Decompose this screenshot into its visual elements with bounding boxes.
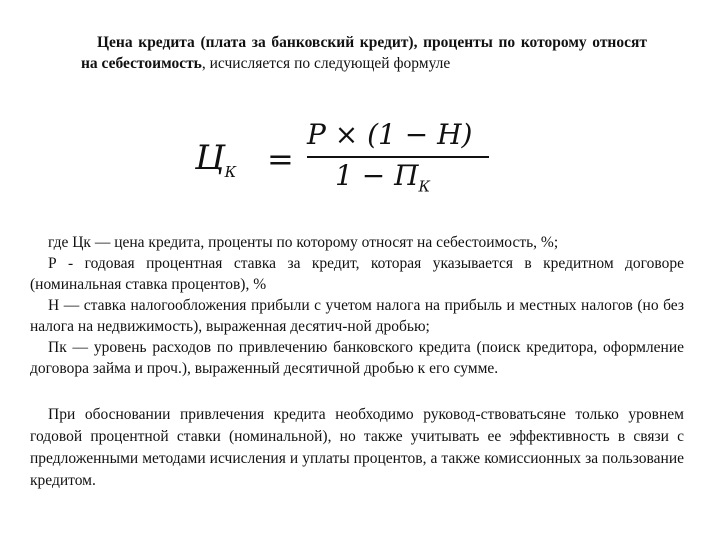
formula-numerator: Р × (1 − Н)	[307, 118, 473, 151]
variable-definitions	[30, 232, 684, 379]
intro-paragraph	[81, 32, 647, 74]
definition-p: Р - годовая процентная ставка за кредит, которая указывается в кредитном договоре (номинальная ставка процентов), %	[30, 255, 684, 293]
definition-ck: где Цк — цена кредита, проценты по которому относят на себестоимость, %;	[48, 234, 559, 251]
conclusion-text: При обосновании привлечения кредита необходимо руковод-ствоватьсяне только уровнем годовой процентной ставки (номинальной), но также учитывать ее эффективность в связи с предложенными методами исчисления и уплаты процентов, а также комиссионных за пользование кредитом.	[30, 406, 684, 489]
formula-denominator: $1 - П_К$	[335, 159, 431, 196]
definition-pk: Пк — уровень расходов по привлечению банковского кредита (поиск кредитора, оформление договора займа и проч.), выраженный десятичной дробью к его сумме.	[30, 339, 684, 377]
fraction-bar	[307, 156, 489, 158]
intro-text	[81, 32, 647, 74]
formula-den-subscript: К	[418, 177, 431, 196]
intro-bold-text: Цена кредита (плата за банковский кредит), проценты по которому относят на себестоимость	[81, 34, 647, 72]
definition-n: Н — ставка налогообложения прибыли с учетом налога на прибыль и местных налогов (но без налога на недвижимость), выраженная десятич-ной дробью;	[30, 297, 684, 335]
credit-price-formula	[195, 118, 495, 198]
formula-lhs-subscript: К	[224, 162, 237, 181]
intro-rest-text: , исчисляется по следующей формуле	[201, 55, 451, 72]
formula-lhs: $Ц_К$	[195, 138, 237, 181]
formula-equals: =	[267, 140, 294, 178]
conclusion-paragraph	[30, 404, 684, 492]
